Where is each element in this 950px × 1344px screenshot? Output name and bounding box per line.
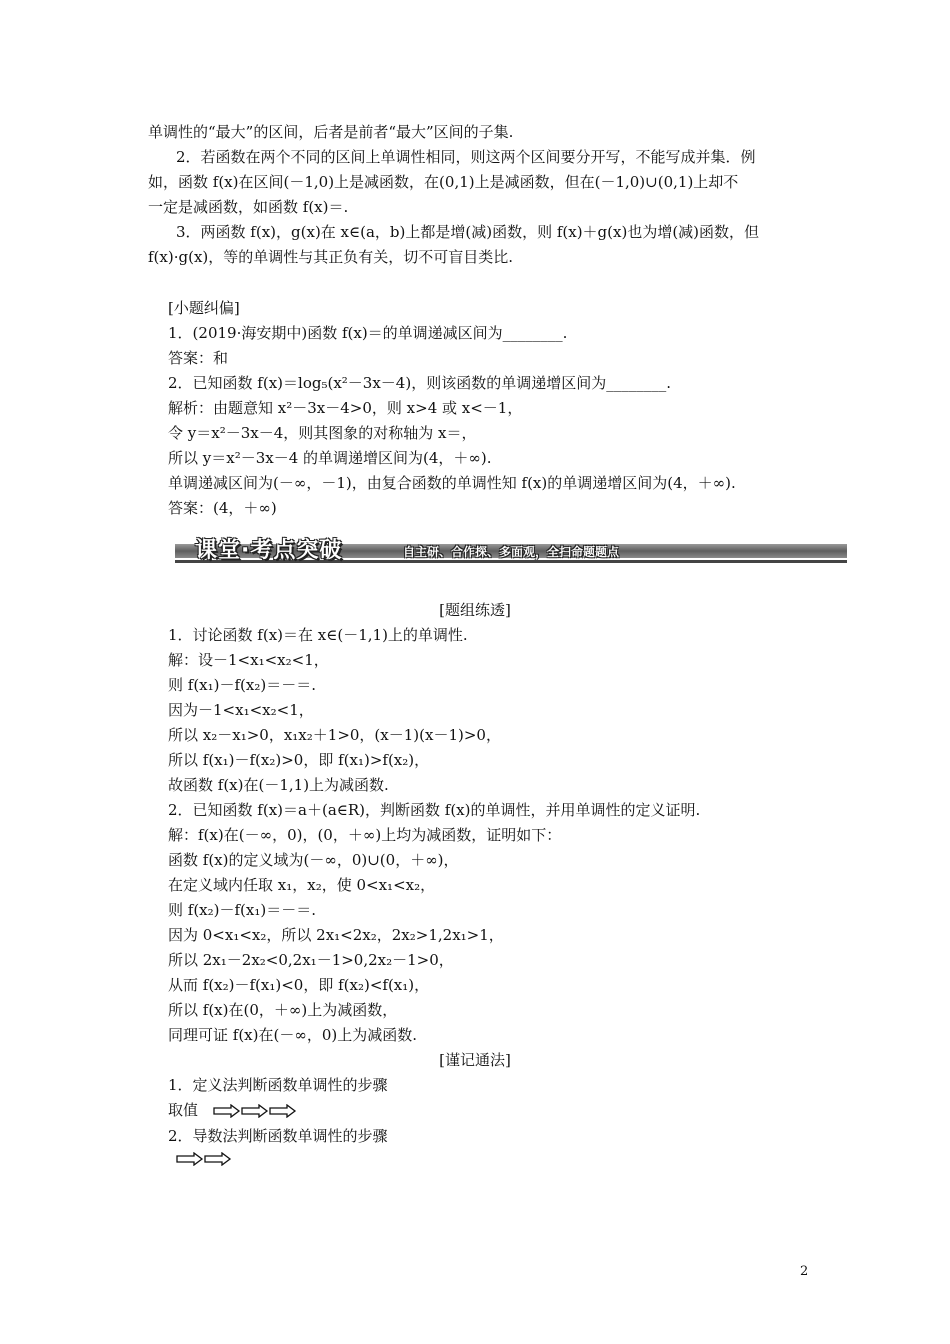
text-line: 2．已知函数 f(x)＝a＋(a∈R)，判断函数 f(x)的单调性，并用单调性的定义证明.	[168, 801, 701, 819]
text-line: 所以 f(x)在(0，＋∞)上为减函数，	[168, 1001, 398, 1019]
text-line: 解析：由题意知 x²－3x－4>0，则 x>4 或 x<－1，	[168, 399, 523, 417]
double-arrow-icon-row	[213, 1104, 297, 1118]
text-line: 故函数 f(x)在(－1,1)上为减函数.	[168, 776, 389, 794]
text-line: 因为 0<x₁<x₂，所以 2x₁<2x₂，2x₂>1,2x₁>1，	[168, 926, 504, 944]
text-line: 从而 f(x₂)－f(x₁)<0，即 f(x₂)<f(x₁)，	[168, 976, 430, 994]
double-arrow-icon	[205, 1153, 230, 1165]
text-line: 1．定义法判断函数单调性的步骤	[168, 1076, 388, 1094]
banner-title: 课堂·考点突破	[195, 538, 343, 563]
text-line: 则 f(x₁)－f(x₂)＝－＝.	[168, 676, 316, 694]
page-number: 2	[800, 1264, 809, 1279]
double-arrow-icon	[242, 1105, 267, 1117]
text-line: 同理可证 f(x)在(－∞，0)上为减函数.	[168, 1026, 417, 1044]
text-line: 因为－1<x₁<x₂<1，	[168, 701, 314, 719]
section-heading: [小题纠偏]	[168, 299, 240, 317]
text-line: 2．若函数在两个不同的区间上单调性相同，则这两个区间要分开写，不能写成并集．例	[176, 148, 756, 166]
section-heading: [题组练透]	[439, 601, 511, 619]
text-line: 所以 f(x₁)－f(x₂)>0，即 f(x₁)>f(x₂)，	[168, 751, 430, 769]
text-line: 取值	[168, 1101, 199, 1119]
text-line: f(x)·g(x)，等的单调性与其正负有关，切不可盲目类比.	[148, 248, 514, 266]
text-line: 一定是减函数，如函数 f(x)＝.	[148, 198, 349, 216]
text-line: 所以 y＝x²－3x－4 的单调递增区间为(4，＋∞).	[168, 449, 492, 467]
double-arrow-icon-row	[176, 1152, 232, 1166]
text-line: 2．已知函数 f(x)＝log₅(x²－3x－4)，则该函数的单调递增区间为________.	[168, 374, 671, 392]
double-arrow-icon	[177, 1153, 202, 1165]
banner-subtitle: 自主研、合作探、多面观，全扫命题题点	[403, 545, 620, 559]
section-heading: [谨记通法]	[439, 1051, 511, 1069]
text-line: 1．讨论函数 f(x)＝在 x∈(－1,1)上的单调性.	[168, 626, 468, 644]
text-line: 单调性的“最大”的区间，后者是前者“最大”区间的子集.	[148, 123, 514, 141]
text-line: 答案：(4，＋∞)	[168, 499, 277, 517]
text-line: 所以 2x₁－2x₂<0,2x₁－1>0,2x₂－1>0，	[168, 951, 454, 969]
text-line: 1．(2019·海安期中)函数 f(x)＝的单调递减区间为________.	[168, 324, 568, 342]
text-line: 令 y＝x²－3x－4，则其图象的对称轴为 x＝，	[168, 424, 477, 442]
text-line: 单调递减区间为(－∞，－1)，由复合函数的单调性知 f(x)的单调递增区间为(4，＋∞).	[168, 474, 736, 492]
text-line: 则 f(x₂)－f(x₁)＝－＝.	[168, 901, 316, 919]
double-arrow-icon	[214, 1105, 239, 1117]
section-banner	[175, 536, 847, 566]
text-line: 在定义域内任取 x₁，x₂，使 0<x₁<x₂，	[168, 876, 436, 894]
text-line: 解：f(x)在(－∞，0)，(0，＋∞)上均为减函数，证明如下：	[168, 826, 562, 844]
text-line: 2．导数法判断函数单调性的步骤	[168, 1127, 388, 1145]
text-line: 函数 f(x)的定义域为(－∞，0)∪(0，＋∞)，	[168, 851, 459, 869]
text-line: 解：设－1<x₁<x₂<1，	[168, 651, 329, 669]
text-line: 所以 x₂－x₁>0，x₁x₂＋1>0，(x－1)(x－1)>0，	[168, 726, 501, 744]
text-line: 如，函数 f(x)在区间(－1,0)上是减函数，在(0,1)上是减函数，但在(－1,0)∪(0,1)上却不	[148, 173, 739, 191]
double-arrow-icon	[270, 1105, 295, 1117]
text-line: 3．两函数 f(x)，g(x)在 x∈(a，b)上都是增(减)函数，则 f(x)＋g(x)也为增(减)函数，但	[176, 223, 760, 241]
text-line: 答案：和	[168, 349, 229, 367]
